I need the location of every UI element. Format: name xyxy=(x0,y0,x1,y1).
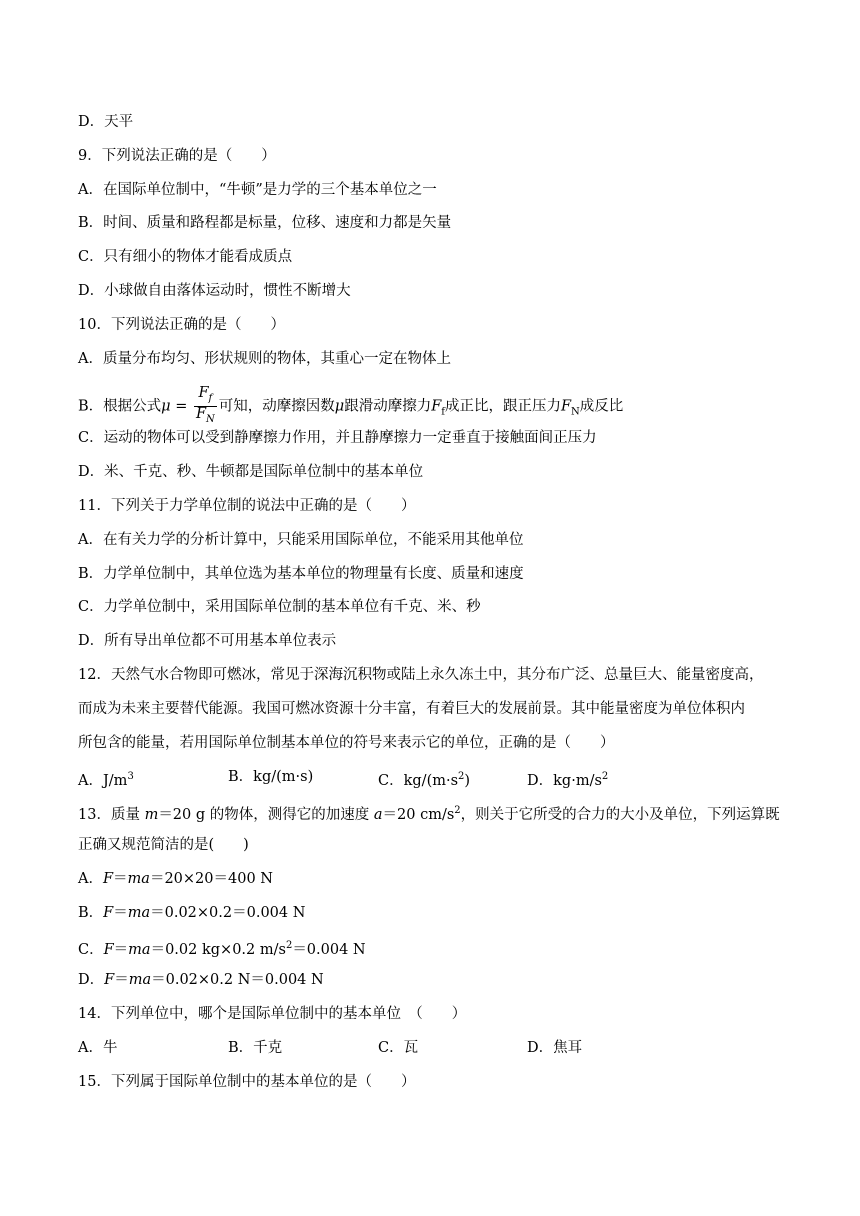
q14-option-c: C．瓦 xyxy=(378,1040,419,1056)
q10-formula-fraction xyxy=(194,386,217,427)
q11-option-d: D．所有导出单位都不可用基本单位表示 xyxy=(78,633,337,649)
q11-option-a: A．在有关力学的分析计算中，只能采用国际单位，不能采用其他单位 xyxy=(78,532,524,548)
q13-option-a-ma: ma xyxy=(127,871,150,887)
q10-option-a: A．质量分布均匀、形状规则的物体，其重心一定在物体上 xyxy=(78,351,451,367)
q13-stem-line-2: 正确又规范简洁的是( ) xyxy=(78,837,249,853)
q13-option-b-ma: ma xyxy=(127,905,151,921)
q12-option-d-unit: kg·m/s xyxy=(553,772,602,789)
q12-option-c-unit: kg/(m·s xyxy=(403,772,459,789)
q12-option-c-label: C． xyxy=(378,772,404,789)
q13-stem-sup: 2 xyxy=(454,805,461,816)
q10-option-c: C．运动的物体可以受到静摩擦力作用，并且静摩擦力一定垂直于接触面间正压力 xyxy=(78,430,597,446)
q13-option-c-sup: 2 xyxy=(285,940,293,951)
q13-option-d xyxy=(78,970,324,990)
q14-option-b: B．千克 xyxy=(228,1040,283,1056)
q13-option-a-f: F xyxy=(102,871,114,887)
q13-option-d-rest: ＝0.02×0.2 N＝0.004 N xyxy=(151,972,324,988)
q13-option-a-label: A． xyxy=(78,871,103,887)
q10-ff-var: F xyxy=(431,398,442,415)
q14-option-a: A．牛 xyxy=(78,1040,118,1056)
q10-option-d: D．米、千克、秒、牛顿都是国际单位制中的基本单位 xyxy=(78,464,424,480)
q12-option-b-label: B． xyxy=(228,769,254,785)
q10-option-b-prefix: B．根据公式 xyxy=(78,398,162,415)
q12-option-d-label: D． xyxy=(527,772,554,789)
q15-stem: 15．下列属于国际单位制中的基本单位的是（ ） xyxy=(78,1074,416,1090)
q10-option-b-mid2: 跟滑动摩擦力 xyxy=(344,398,432,415)
q13-option-c-f: F xyxy=(103,941,114,958)
q10-stem: 10．下列说法正确的是（ ） xyxy=(78,317,285,333)
q10-denominator-var: F xyxy=(195,405,207,422)
q10-mu-symbol-2: μ xyxy=(334,398,345,415)
q10-numerator-sub: f xyxy=(208,392,213,404)
q13-option-c-ma: ma xyxy=(128,941,151,958)
q11-stem: 11．下列关于力学单位制的说法中正确的是（ ） xyxy=(78,498,416,514)
q11-option-c: C．力学单位制中，采用国际单位制的基本单位有千克、米、秒 xyxy=(78,599,481,615)
q12-stem-line-1: 12．天然气水合物即可燃冰，常见于深海沉积物或陆上永久冻土中，其分布广泛、总量巨大、能量密度高， xyxy=(78,667,764,683)
q13-option-d-f: F xyxy=(104,972,115,988)
q12-option-a-sup: 3 xyxy=(127,771,134,782)
q12-option-d xyxy=(527,767,608,791)
q12-option-c xyxy=(378,767,470,791)
q12-option-a-unit: J/m xyxy=(102,772,128,789)
q13-option-d-eq: ＝ xyxy=(114,972,129,988)
q13-option-d-label: D． xyxy=(78,972,105,988)
q12-option-c-end: ) xyxy=(464,772,471,789)
q13-stem-part-b: ＝20 g 的物体，测得它的加速度 xyxy=(158,806,374,823)
q13-option-a xyxy=(78,869,273,889)
q13-option-b-rest: ＝0.02×0.2＝0.004 N xyxy=(150,905,306,921)
q13-option-a-eq: ＝ xyxy=(113,871,128,887)
q10-fn-sub: N xyxy=(571,406,580,418)
q13-stem-line-1 xyxy=(78,801,780,821)
q10-option-b xyxy=(78,385,624,425)
q11-option-b: B．力学单位制中，其单位选为基本单位的物理量有长度、质量和速度 xyxy=(78,566,524,582)
q13-option-c xyxy=(78,936,366,956)
q12-stem-line-2: 而成为未来主要替代能源。我国可燃冰资源十分丰富，有着巨大的发展前景。其中能量密度为单位体积内 xyxy=(78,701,745,717)
q10-option-b-mid3: 成正比，跟正压力 xyxy=(444,398,561,415)
q10-ff-sub: f xyxy=(441,406,445,418)
q10-mu-symbol: μ xyxy=(161,398,171,415)
q13-option-c-rest-1: ＝0.02 kg×0.2 m/s xyxy=(150,941,286,958)
q9-option-a: A．在国际单位制中，“牛顿”是力学的三个基本单位之一 xyxy=(78,182,437,198)
q13-stem-part-c: ＝20 cm/s xyxy=(382,806,455,823)
q8-option-d: D．天平 xyxy=(78,114,134,130)
q12-option-d-sup: 2 xyxy=(601,771,609,782)
q13-option-c-rest-2: ＝0.004 N xyxy=(292,941,366,958)
q13-option-b xyxy=(78,903,305,923)
q10-denominator-sub: N xyxy=(206,413,215,425)
q13-option-a-rest: ＝20×20＝400 N xyxy=(149,871,273,887)
q10-fraction-numerator xyxy=(194,386,217,407)
q12-option-b-unit: kg/(m·s) xyxy=(253,769,314,785)
q14-options-row xyxy=(78,1038,798,1058)
q12-option-c-sup: 2 xyxy=(458,771,465,782)
q13-option-b-eq: ＝ xyxy=(113,905,128,921)
q13-option-b-f: F xyxy=(103,905,114,921)
q10-equals: = xyxy=(170,398,192,415)
q12-option-b xyxy=(228,767,313,787)
q12-option-a-label: A． xyxy=(78,772,103,789)
q14-stem: 14．下列单位中，哪个是国际单位制中的基本单位 （ ） xyxy=(78,1006,467,1022)
q14-option-d: D．焦耳 xyxy=(527,1040,583,1056)
q10-option-b-end: 成反比 xyxy=(579,398,624,415)
q12-options-row xyxy=(78,767,798,787)
q10-fn-var: F xyxy=(560,398,572,415)
q13-stem-part-a: 13．质量 xyxy=(78,806,145,823)
q9-stem: 9．下列说法正确的是（ ） xyxy=(78,148,276,164)
q13-stem-part-d: ，则关于它所受的合力的大小及单位，下列运算既 xyxy=(460,806,780,823)
q9-option-c: C．只有细小的物体才能看成质点 xyxy=(78,249,293,265)
q12-stem-line-3: 所包含的能量，若用国际单位制基本单位的符号来表示它的单位，正确的是（ ） xyxy=(78,735,615,751)
q13-mass-var: m xyxy=(144,806,159,823)
q12-option-a xyxy=(78,767,134,791)
q9-option-d: D．小球做自由落体运动时，惯性不断增大 xyxy=(78,283,351,299)
q10-option-b-mid1: 可知，动摩擦因数 xyxy=(218,398,335,415)
q10-fraction-denominator xyxy=(194,407,217,427)
q13-option-d-ma: ma xyxy=(128,972,152,988)
q13-option-c-label: C． xyxy=(78,941,104,958)
q13-option-c-eq: ＝ xyxy=(113,941,129,958)
q13-option-b-label: B． xyxy=(78,905,104,921)
q9-option-b: B．时间、质量和路程都是标量，位移、速度和力都是矢量 xyxy=(78,215,452,231)
q13-accel-var: a xyxy=(373,806,383,823)
q10-numerator-var: F xyxy=(198,385,209,401)
